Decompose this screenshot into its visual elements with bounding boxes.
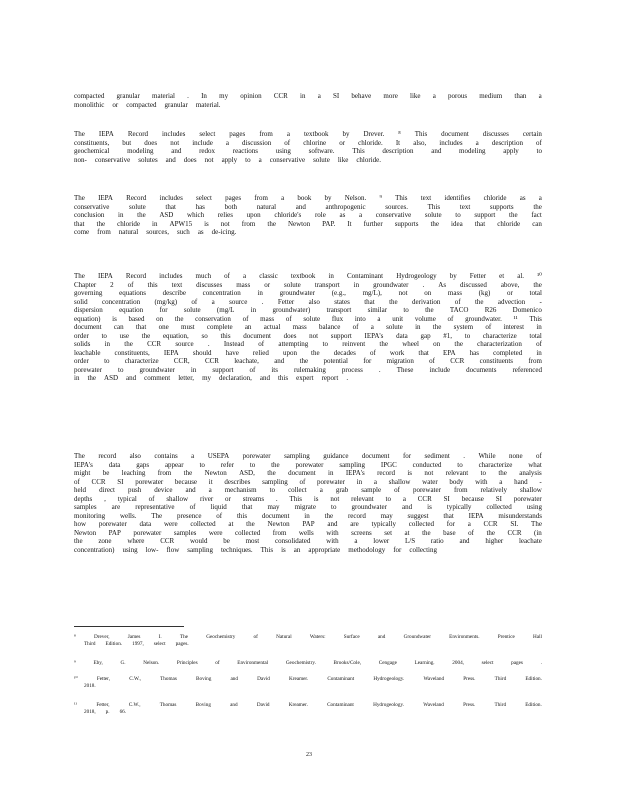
text-line: held direct push device and a mechanism to collect a grab sample of porewater from relatively shallow xyxy=(74,486,542,494)
text-line: dispersion equation for solute (mg/L in groundwater) transport similar to the TACO R26 Domenico xyxy=(74,306,542,314)
text-line: in the ASD and comment letter, my declaration, and this expert report . xyxy=(74,374,349,382)
text-line: solid concentration (mg/kg) of a source . Fetter also states that the derivation of the advection - xyxy=(74,297,542,306)
text-line: monitoring wells. The presence of this document in the record may suggest that IEPA misunderstands xyxy=(74,511,542,520)
text-line: governing equations describe concentration in groundwater (e.g., mg/L), not on mass (kg) or total xyxy=(74,289,542,297)
footnote-divider xyxy=(74,626,184,627)
footnote xyxy=(74,634,542,648)
footnote xyxy=(74,676,542,690)
text-line: geochemical modeling and redox reactions using software. This description and modeling apply to xyxy=(74,147,542,155)
text-line: order to use the equation, so this document does not support IEPA's data gap #1, to characterize total xyxy=(74,331,542,340)
paragraph xyxy=(74,92,542,109)
text-line: compacted granular material . In my opinion CCR in a SI behave more like a porous medium than a xyxy=(74,92,542,100)
footnote-line: Third Edition. 1997, select pages. xyxy=(84,641,189,647)
text-line: porewater to groundwater in support of its rulemaking process . These include documents referenced xyxy=(74,365,542,374)
text-line: non- conservative solutes and does not apply to a conservative solute like chloride. xyxy=(74,155,381,164)
text-line: The IEPA Record includes much of a classic textbook in Contaminant Hydrogeology by Fetter et al. ¹⁰ xyxy=(74,272,542,280)
footnote-line: ¹¹ Fetter, C.W., Thomas Boving and David Kreamer. Contaminant Hydrogeology. Waveland Press. Third Edition. xyxy=(74,702,542,708)
text-line: might be leaching from the Newton ASD, the document in IEPA's record is not relevant to the analysis xyxy=(74,469,542,477)
text-line: document can that one must complete an actual mass balance of a solute in the system of interest in xyxy=(74,323,542,331)
text-line: constituents, but does not include a discussion of chlorine or chloride. It also, includes a description of xyxy=(74,138,542,147)
footnote-line: ¹⁰ Fetter, C.W., Thomas Boving and David Kreamer. Contaminant Hydrogeology. Waveland Press. Third Edition. xyxy=(74,676,542,682)
text-line: depths , typical of shallow river or streams . This is not relevant to a CCR SI because SI porewater xyxy=(74,494,542,503)
text-line: conservative solute that has both natural and anthropogenic sources. This text supports the xyxy=(74,202,542,211)
text-line: The IEPA Record includes select pages from a textbook by Drever. ⁸ This document discusses certain xyxy=(74,130,542,138)
text-line: monolithic or compacted granular material. xyxy=(74,100,221,109)
footnote-line: 2018. xyxy=(84,683,96,689)
text-line: that the chloride in APW15 is not from the Newton PAP. It further supports the idea that chloride can xyxy=(74,219,542,228)
text-line: concentration) using low- flow sampling techniques. This is an appropriate methodology for collecting xyxy=(74,545,437,554)
paragraph xyxy=(74,452,542,554)
text-line: of CCR SI porewater because it describes sampling of porewater in a shallow water body with a hand - xyxy=(74,477,542,486)
text-line: samples are representative of liquid that may migrate to groundwater and is typically collected using xyxy=(74,503,542,511)
text-line: the zone where CCR would be most consolidated with a lower L/S ratio and higher leachate xyxy=(74,537,542,545)
footnote xyxy=(74,660,542,667)
text-line: order to characterize CCR, CCR leachate, and the potential for migration of CCR constituents from xyxy=(74,357,542,365)
text-line: The IEPA Record includes select pages from a book by Nelson. ⁹ This text identifies chloride as a xyxy=(74,194,542,202)
paragraph xyxy=(74,272,542,383)
footnote-line: ⁹ Eby, G. Nelson. Principles of Environmental Geochemistry. Brooks/Cole, Cengage Learning. 2004, select pages . xyxy=(74,660,542,666)
text-line: come from natural sources, such as de-icing. xyxy=(74,228,237,236)
footnote-line: 2018, p. 66. xyxy=(84,709,127,715)
paragraph xyxy=(74,194,542,237)
page-number: 23 xyxy=(306,752,312,758)
text-line: The record also contains a USEPA porewater sampling guidance document for sediment . While none of xyxy=(74,452,542,460)
text-line: Newton PAP porewater samples were collected from wells with screens set at the base of the CCR (in xyxy=(74,528,542,537)
text-line: conclusion in the ASD which relies upon chloride's role as a conservative solute to support the fact xyxy=(74,211,542,219)
text-line: Chapter 2 of this text discusses mass or solute transport in groundwater . As discussed above, the xyxy=(74,280,542,289)
paragraph xyxy=(74,130,542,164)
text-line: how porewater data were collected at the Newton PAP and are typically collected for a CCR SI. The xyxy=(74,520,542,528)
footnote xyxy=(74,702,542,716)
footnote-line: ⁸ Drever, James I. The Geochemistry of Natural Waters: Surface and Groundwater Environments. Prentice Hall xyxy=(74,634,542,640)
text-line: leachable constituents, IEPA should have relied upon the decades of work that EPA has completed in xyxy=(74,348,542,357)
text-line: equation) is based on the conservation of mass of solute flux into a unit volume of groundwater. ¹¹ This xyxy=(74,314,542,323)
text-line: solids in the CCR source . Instead of attempting to reinvent the wheel on the characterization of xyxy=(74,340,542,348)
text-line: IEPA's data gaps appear to refer to the porewater sampling IPGC conducted to characterize what xyxy=(74,460,542,469)
